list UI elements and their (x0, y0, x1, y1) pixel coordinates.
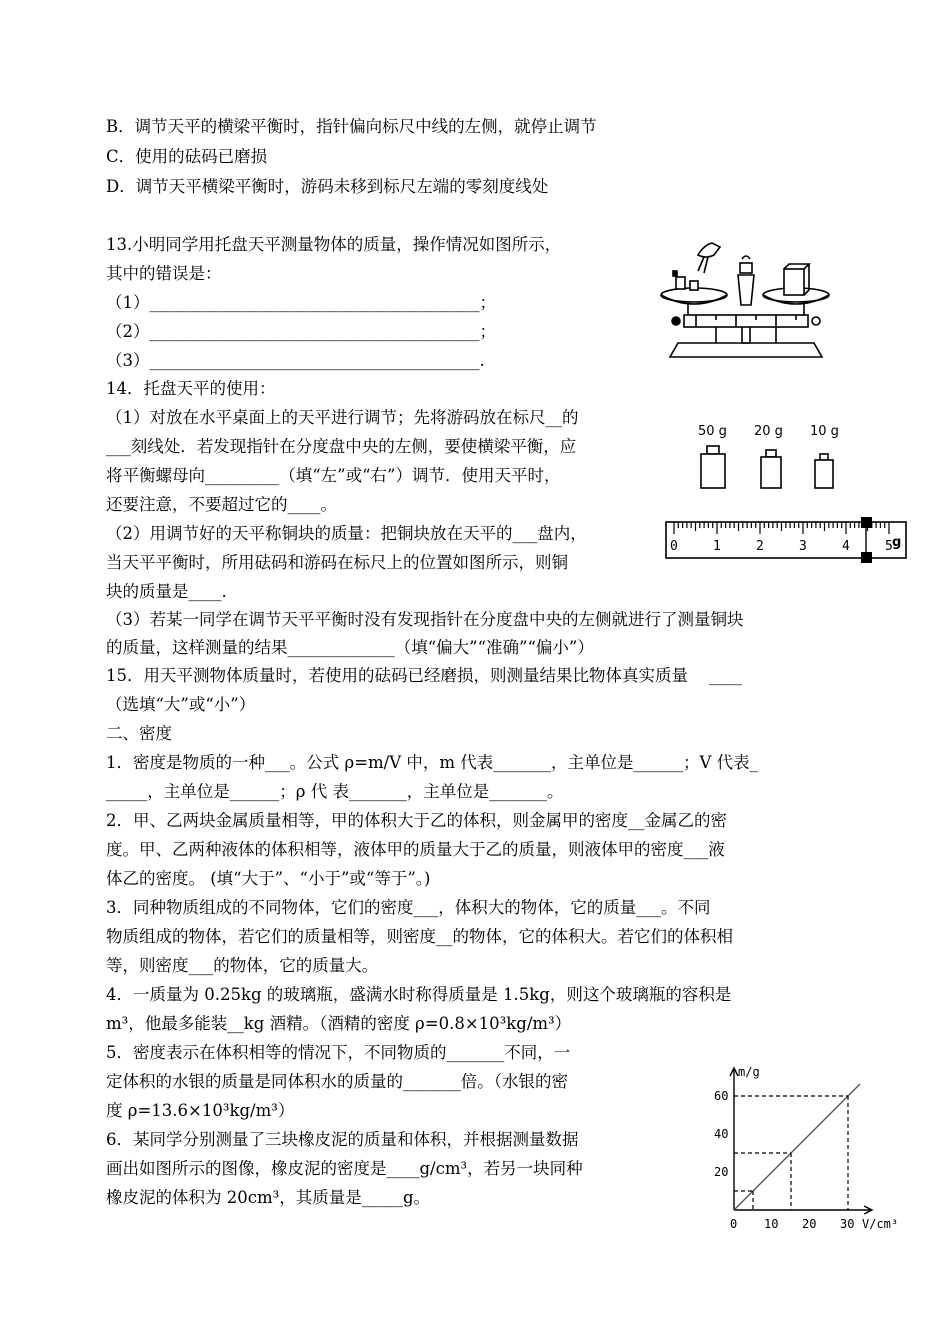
d4-line1: 4．一质量为 0.25kg 的玻璃瓶，盛满水时称得质量是 1.5kg，则这个玻璃瓶的容积是 (106, 985, 732, 1004)
q13-blank-2: （2）________________________________________； (106, 322, 496, 341)
x-tick-20: 20 (802, 1217, 817, 1231)
weights-figure (690, 420, 860, 492)
d1-line1: 1．密度是物质的一种___。公式 ρ=m/V 中，m 代表_______，主单位是______；V 代表_ (106, 753, 758, 772)
d5-line1: 5．密度表示在体积相等的情况下，不同物质的_______不同，一 (106, 1043, 571, 1062)
d5-line3: 度 ρ=13.6×10³kg/m³） (106, 1101, 295, 1120)
ruler-label: 5 (885, 539, 893, 554)
x-tick-10: 10 (764, 1217, 779, 1231)
y-tick-40: 40 (714, 1127, 729, 1141)
q15-line1: 15．用天平测物体质量时，若使用的砝码已经磨损，则测量结果比物体真实质量 ____ (106, 666, 742, 685)
x-tick-30: 30 (840, 1217, 855, 1231)
rider-ruler-figure (664, 514, 910, 566)
balance-scale-figure (656, 235, 836, 367)
d3-line2: 物质组成的物体，若它们的质量相等，则密度__的物体，它的体积大。若它们的体积相 (106, 927, 733, 946)
ruler-label: 3 (799, 539, 807, 554)
weight-label-20g: 20 g (754, 424, 783, 439)
q13-blank-3: （3）________________________________________. (106, 351, 485, 370)
graph-xlabel: V/cm³ (862, 1217, 899, 1231)
x-tick-0: 0 (730, 1217, 738, 1231)
q14-p1-line2: ___刻线处．若发现指针在分度盘中央的左侧，要使横梁平衡，应 (106, 437, 577, 456)
q14-p2-line2: 当天平平衡时，所用砝码和游码在标尺上的位置如图所示，则铜 (106, 553, 568, 572)
q15-line2: （选填“大”或“小”） (106, 695, 256, 714)
weight-label-10g: 10 g (810, 424, 839, 439)
ruler-label: 2 (756, 539, 764, 554)
q14-p1-line4: 还要注意，不要超过它的____。 (106, 495, 337, 514)
y-tick-60: 60 (714, 1089, 729, 1103)
d4-line2: m³，他最多能装__kg 酒精。（酒精的密度 ρ=0.8×10³kg/m³） (106, 1014, 572, 1033)
d5-line2: 定体积的水银的质量是同体积水的质量的_______倍。（水银的密 (106, 1072, 568, 1091)
d2-line2: 度。甲、乙两种液体的体积相等，液体甲的质量大于乙的质量，则液体甲的密度___液 (106, 840, 725, 859)
q14-p3-line2: 的质量，这样测量的结果_____________（填“偏大”“准确”“偏小”） (106, 638, 594, 657)
ruler-label: 4 (842, 539, 850, 554)
weight-shapes (690, 442, 860, 492)
ruler-unit: g (892, 535, 902, 550)
q13-line2: 其中的错误是： (106, 264, 222, 283)
q13-line1: 13.小明同学用托盘天平测量物体的质量，操作情况如图所示， (106, 235, 562, 254)
option-c: C．使用的砝码已磨损 (106, 147, 268, 166)
ruler-label: 0 (670, 539, 678, 554)
d6-line2: 画出如图所示的图像，橡皮泥的密度是____g/cm³，若另一块同种 (106, 1159, 583, 1178)
weight-label-50g: 50 g (698, 424, 727, 439)
d3-line1: 3．同种物质组成的不同物体，它们的密度___，体积大的物体，它的质量___。不同 (106, 898, 711, 917)
q14-p3-line1: （3）若某一同学在调节天平平衡时没有发现指针在分度盘中央的左侧就进行了测量铜块 (106, 610, 744, 629)
d3-line3: 等，则密度___的物体，它的质量大。 (106, 956, 379, 975)
d6-line1: 6．某同学分别测量了三块橡皮泥的质量和体积，并根据测量数据 (106, 1130, 579, 1149)
mass-volume-graph (712, 1062, 912, 1234)
section-heading: 二、密度 (106, 724, 172, 743)
option-d: D．调节天平横梁平衡时，游码未移到标尺左端的零刻度线处 (106, 177, 549, 196)
q14-p1-line3: 将平衡螺母向_________（填“左”或“右”）调节．使用天平时， (106, 466, 561, 485)
q14-title: 14．托盘天平的使用： (106, 379, 276, 398)
d2-line1: 2．甲、乙两块金属质量相等，甲的体积大于乙的体积，则金属甲的密度__金属乙的密 (106, 811, 727, 830)
option-b: B．调节天平的横梁平衡时，指针偏向标尺中线的左侧，就停止调节 (106, 117, 597, 136)
y-tick-20: 20 (714, 1165, 729, 1179)
q14-p2-line3: 块的质量是____. (106, 582, 227, 601)
d2-line3: 体乙的密度。 (填“大于”、“小于”或“等于”。) (106, 869, 431, 888)
d6-line3: 橡皮泥的体积为 20cm³，其质量是_____g。 (106, 1188, 431, 1207)
q14-p2-line1: （2）用调节好的天平称铜块的质量：把铜块放在天平的___盘内， (106, 524, 587, 543)
d1-line2: _____，主单位是______；ρ 代 表_______，主单位是_______。 (106, 782, 564, 801)
q14-p1-line1: （1）对放在水平桌面上的天平进行调节；先将游码放在标尺__的 (106, 408, 579, 427)
graph-ylabel: m/g (738, 1065, 760, 1079)
ruler-label: 1 (713, 539, 721, 554)
q13-blank-1: （1）________________________________________； (106, 293, 496, 312)
